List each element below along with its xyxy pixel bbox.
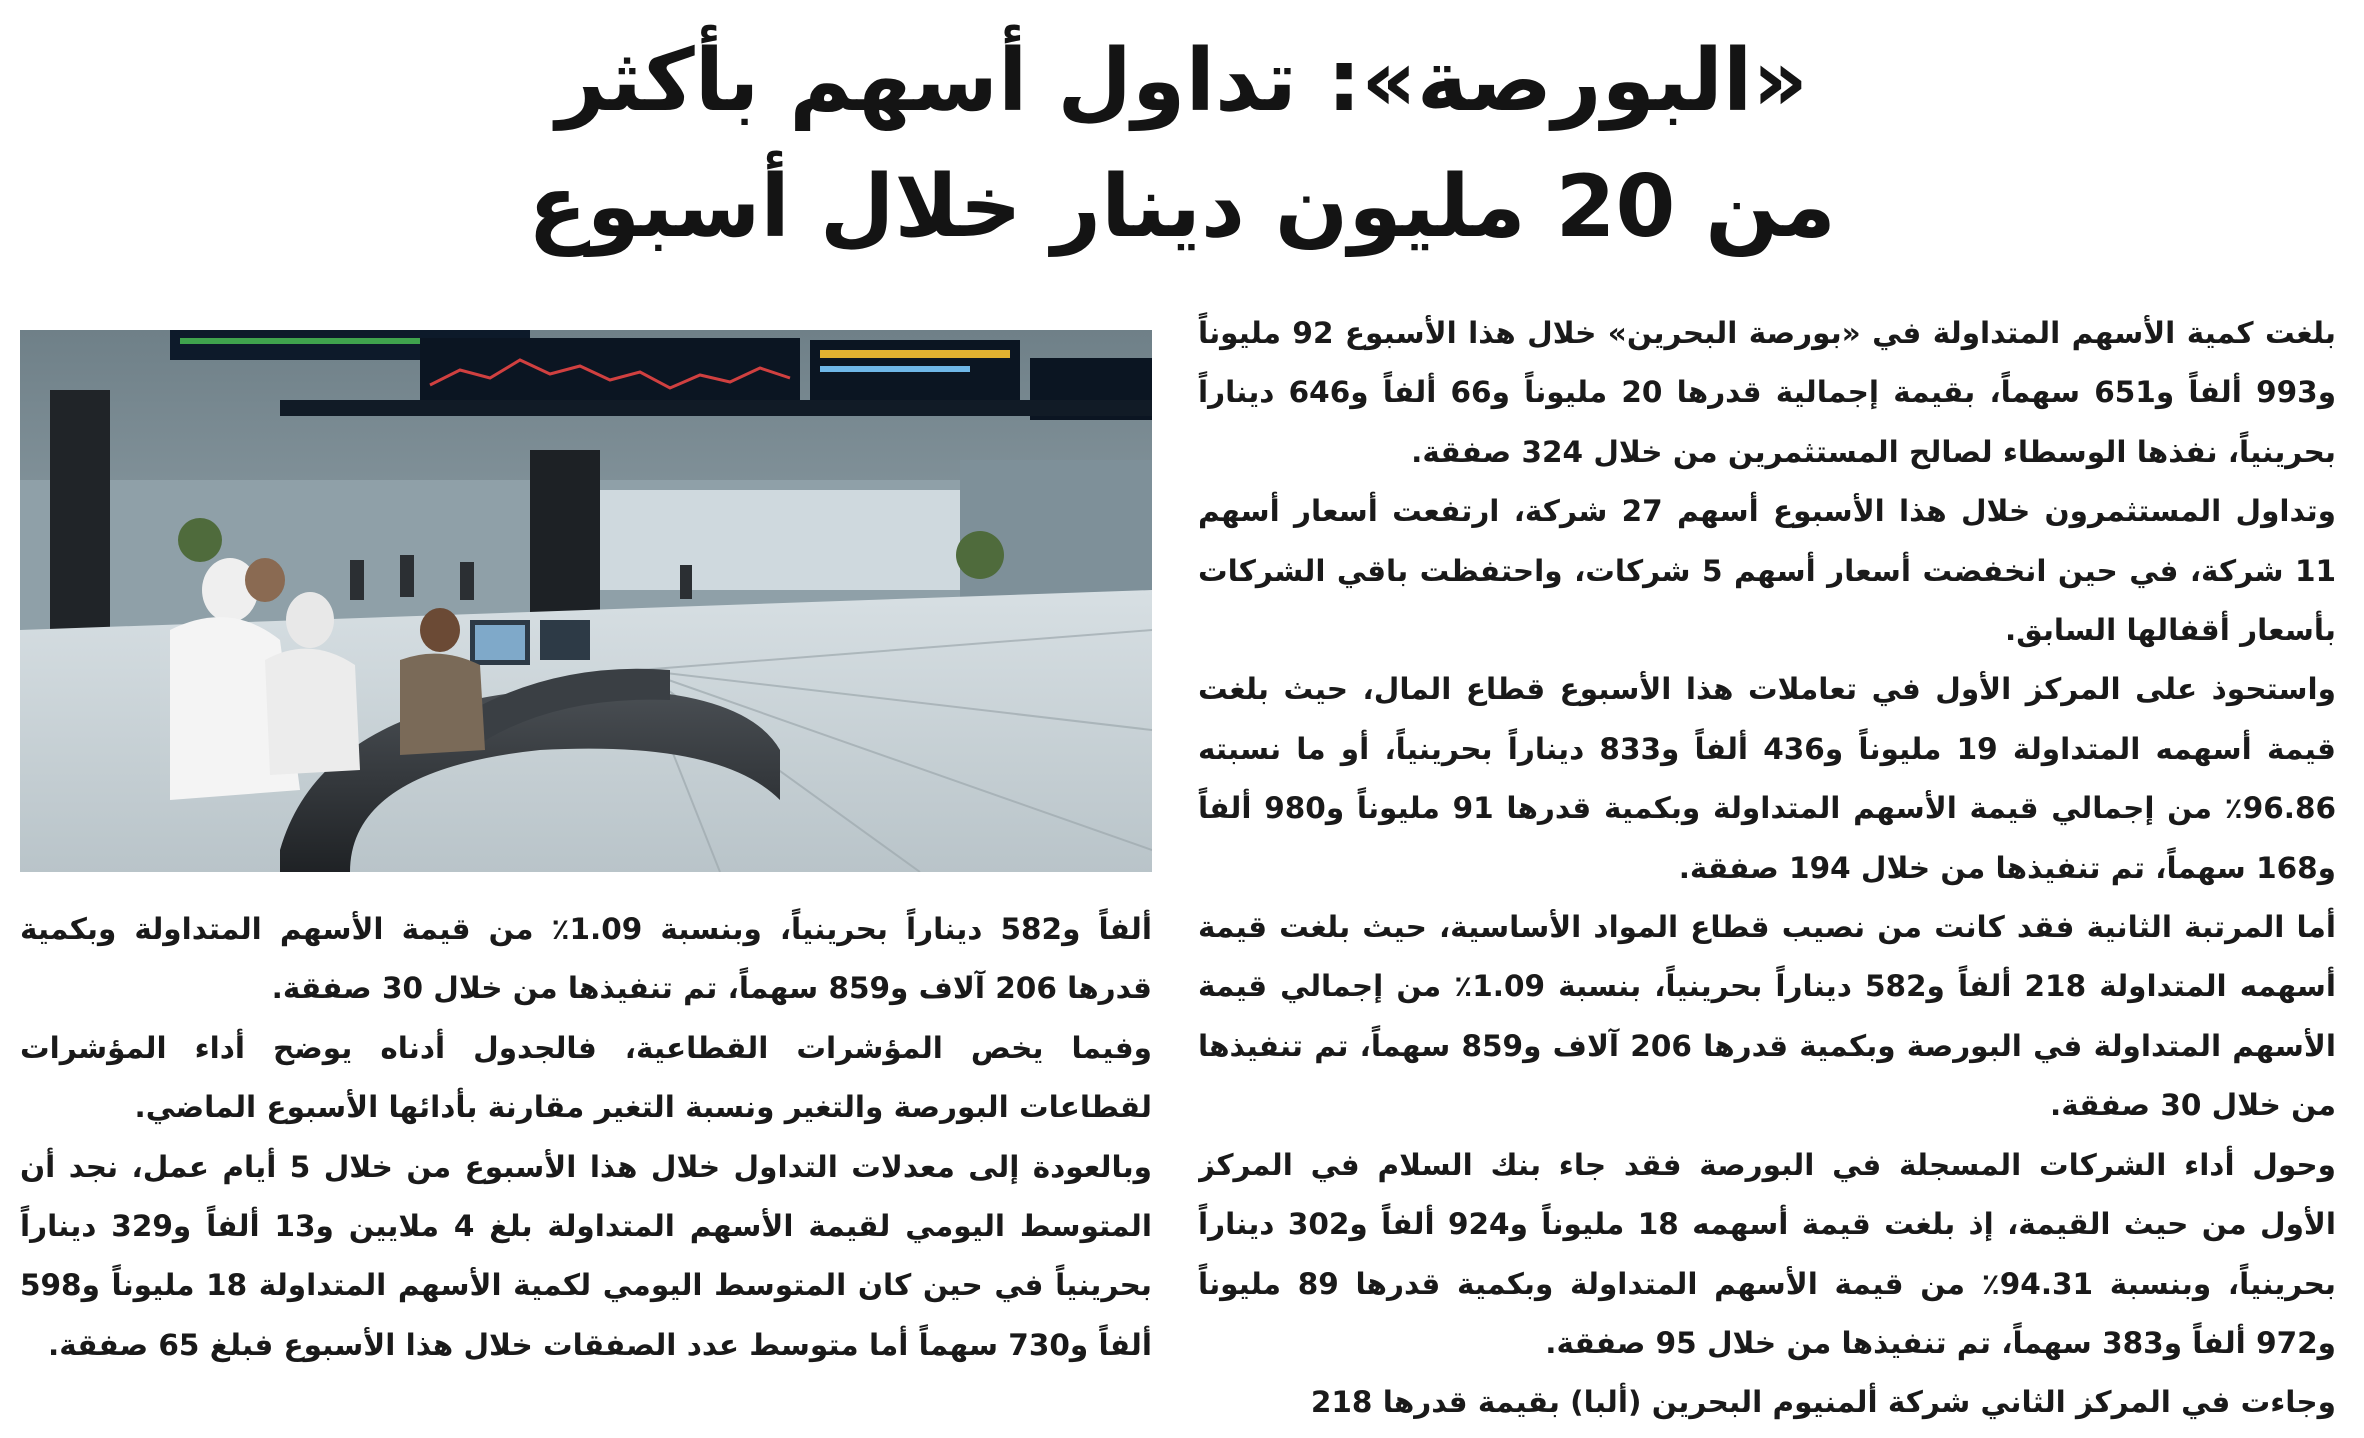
paragraph: أما المرتبة الثانية فقد كانت من نصيب قطاع المواد الأساسية، حيث بلغت قيمة أسهمه المتداولة 218 ألفاً و582 ديناراً بحرينياً، بنسبة 1.09٪ من إجمالي قيمة الأسهم المتداولة في البورصة وبكمية قدرها 206 آلاف و859 سهماً، تم تنفيذها من خلال 30 صفقة. (1198, 910, 2336, 1123)
trading-floor-photo (20, 330, 1152, 872)
paragraph: وتداول المستثمرون خلال هذا الأسبوع أسهم 27 شركة، ارتفعت أسعار أسهم 11 شركة، في حين انخفضت أسعار أسهم 5 شركات، واحتفظت باقي الشركات بأسعار أقفالها السابق. (1198, 494, 2336, 648)
paragraph: واستحوذ على المركز الأول في تعاملات هذا الأسبوع قطاع المال، حيث بلغت قيمة أسهمه المتداولة 19 مليوناً و436 ألفاً و833 ديناراً بحرينياً، أو ما نسبته 96.86٪ من إجمالي قيمة الأسهم المتداولة وبكمية قدرها 91 مليوناً و980 ألفاً و168 سهماً، تم تنفيذها من خلال 194 صفقة. (1198, 672, 2336, 885)
paragraph: وبالعودة إلى معدلات التداول خلال هذا الأسبوع من خلال 5 أيام عمل، نجد أن المتوسط اليومي لقيمة الأسهم المتداولة بلغ 4 ملايين و13 ألفاً و329 ديناراً بحرينياً في حين كان المتوسط اليومي لكمية الأسهم المتداولة 18 مليوناً و598 ألفاً و730 سهماً أما متوسط عدد الصفقات خلال هذا الأسبوع فبلغ 65 صفقة. (20, 1149, 1152, 1362)
paragraph: بلغت كمية الأسهم المتداولة في «بورصة البحرين» خلال هذا الأسبوع 92 مليوناً و993 ألفاً و651 سهماً، بقيمة إجمالية قدرها 20 مليوناً و66 ألفاً و646 ديناراً بحرينياً، نفذها الوسطاء لصالح المستثمرين من خلال 324 صفقة. (1198, 316, 2336, 469)
paragraph: وحول أداء الشركات المسجلة في البورصة فقد جاء بنك السلام في المركز الأول من حيث القيمة، إذ بلغت قيمة أسهمه 18 مليوناً و924 ألفاً و302 ديناراً بحرينياً، وبنسبة 94.31٪ من قيمة الأسهم المتداولة وبكمية قدرها 89 مليوناً و972 ألفاً و383 سهماً، تم تنفيذها من خلال 95 صفقة. (1198, 1147, 2336, 1360)
headline (0, 18, 2364, 270)
article-left-column (20, 900, 1152, 1430)
headline-line-2: من 20 مليون دينار خلال أسبوع (528, 157, 1836, 257)
paragraph: وجاءت في المركز الثاني شركة ألمنيوم البحرين (ألبا) بقيمة قدرها 218 (1310, 1385, 2336, 1420)
paragraph: وفيما يخص المؤشرات القطاعية، فالجدول أدناه يوضح أداء المؤشرات لقطاعات البورصة والتغير ونسبة التغير مقارنة بأدائها الأسبوع الماضي. (20, 1030, 1152, 1125)
article-right-column (1198, 304, 2336, 1429)
paragraph: ألفاً و582 ديناراً بحرينياً، وبنسبة 1.09٪ من قيمة الأسهم المتداولة وبكمية قدرها 206 آلاف و859 سهماً، تم تنفيذها من خلال 30 صفقة. (20, 912, 1152, 1006)
headline-line-1: «البورصة»: تداول أسهم بأكثر (556, 31, 1808, 131)
